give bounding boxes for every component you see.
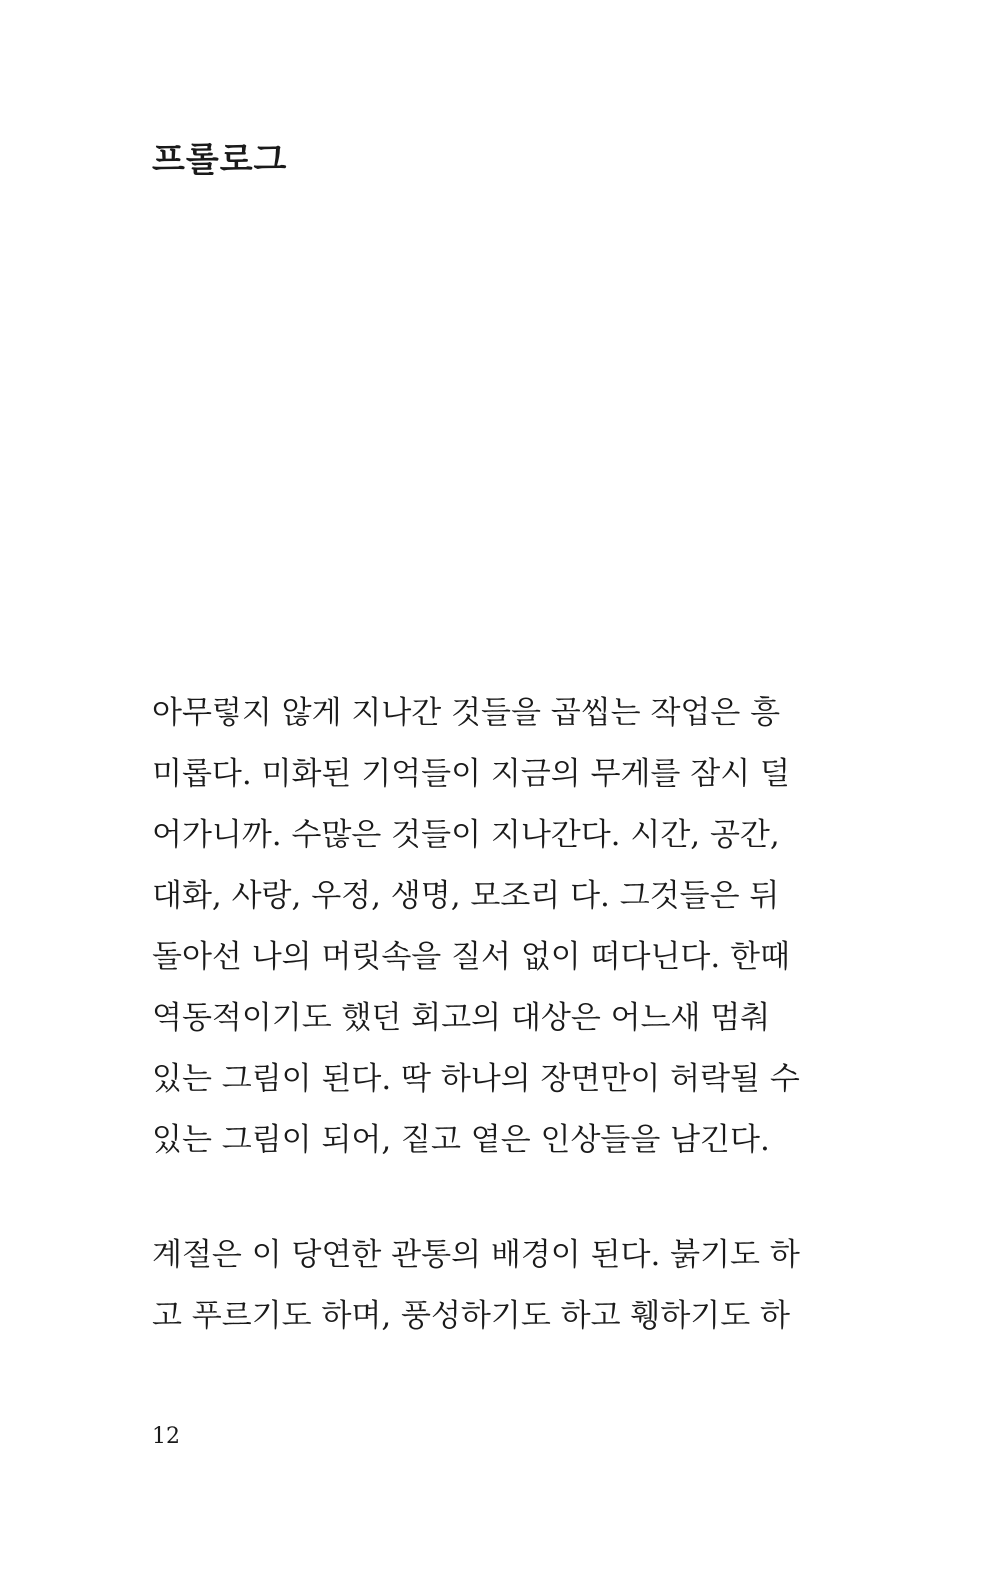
text-line: 대화, 사랑, 우정, 생명, 모조리 다. 그것들은 뒤 bbox=[152, 878, 780, 914]
page-number: 12 bbox=[152, 1424, 180, 1449]
text-line: 계절은 이 당연한 관통의 배경이 된다. 붉기도 하 bbox=[152, 1237, 800, 1273]
text-line: 고 푸르기도 하며, 풍성하기도 하고 휑하기도 하 bbox=[152, 1298, 790, 1334]
paragraph-2 bbox=[152, 1225, 800, 1347]
chapter-title: 프롤로그 bbox=[152, 140, 288, 180]
text-line: 어가니까. 수많은 것들이 지나간다. 시간, 공간, bbox=[152, 817, 780, 853]
text-line: 아무렇지 않게 지나간 것들을 곱씹는 작업은 흥 bbox=[152, 695, 781, 731]
paragraph-1 bbox=[152, 683, 800, 1171]
text-line: 있는 그림이 되어, 짙고 옅은 인상들을 남긴다. bbox=[152, 1122, 770, 1158]
text-line: 미롭다. 미화된 기억들이 지금의 무게를 잠시 덜 bbox=[152, 756, 790, 792]
text-line: 돌아선 나의 머릿속을 질서 없이 떠다닌다. 한때 bbox=[152, 939, 790, 975]
text-line: 있는 그림이 된다. 딱 하나의 장면만이 허락될 수 bbox=[152, 1061, 800, 1097]
text-line: 역동적이기도 했던 회고의 대상은 어느새 멈춰 bbox=[152, 1000, 771, 1036]
